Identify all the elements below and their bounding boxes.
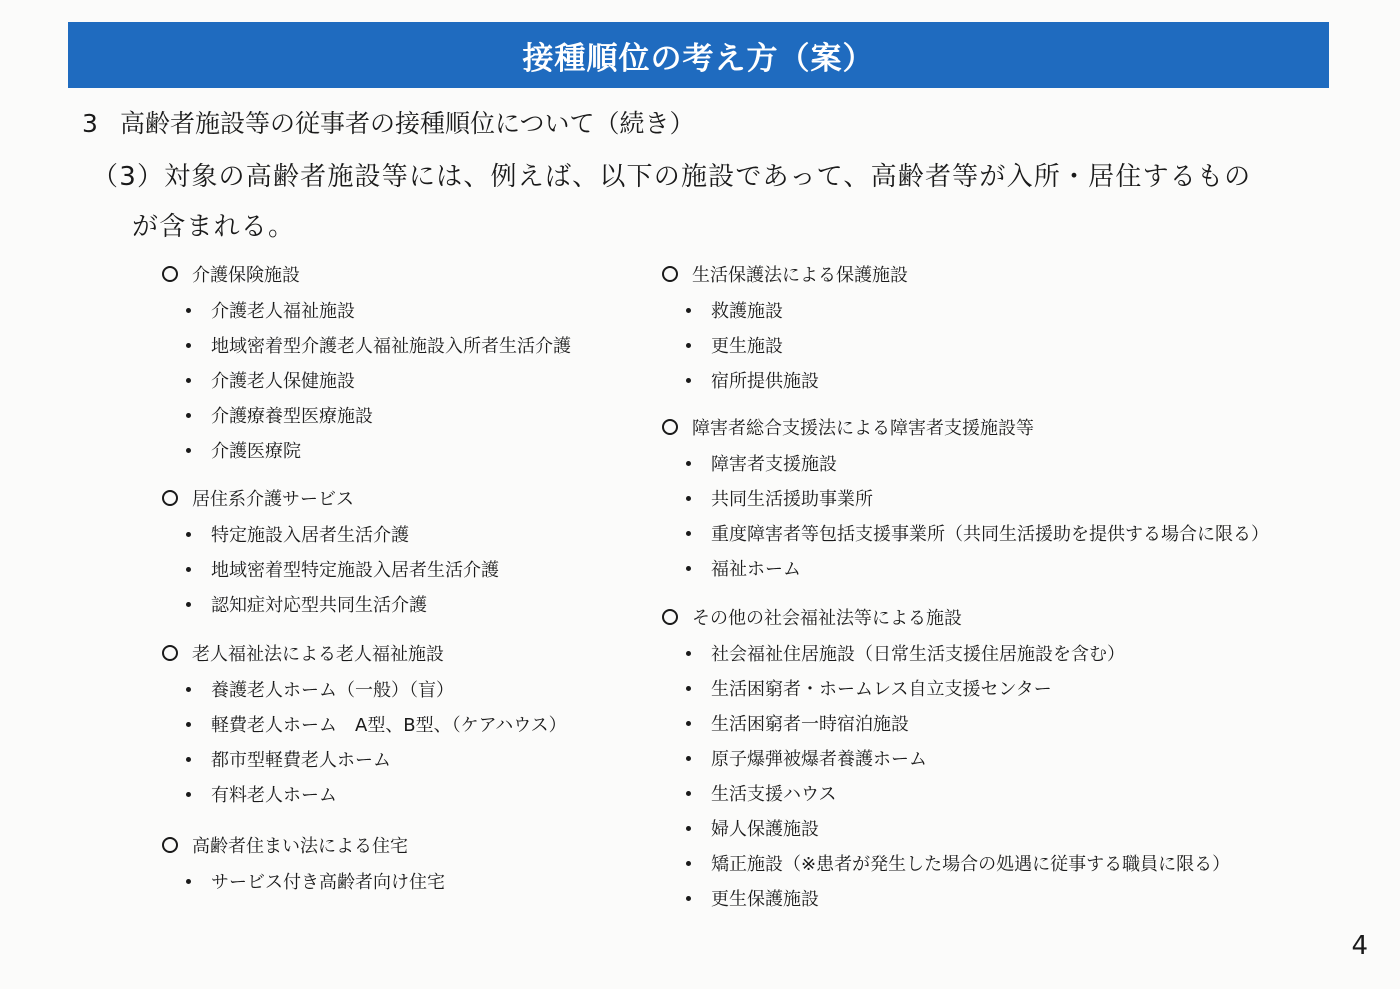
bullet-dot-icon	[186, 343, 191, 348]
list-item: 軽費老人ホーム A型、B型、（ケアハウス）	[162, 708, 642, 743]
bullet-dot-icon	[186, 448, 191, 453]
bullet-dot-icon	[686, 896, 691, 901]
group-title: その他の社会福祉法等による施設	[692, 608, 962, 629]
list-item: 地域密着型特定施設入居者生活介護	[162, 553, 642, 588]
title-bar	[68, 22, 1329, 88]
list-item: 救護施設	[662, 294, 1362, 329]
facility-group	[662, 605, 1362, 917]
bullet-dot-icon	[686, 496, 691, 501]
bullet-dot-icon	[686, 721, 691, 726]
section-number: 3	[82, 109, 98, 138]
group-title: 障害者総合支援法による障害者支援施設等	[692, 418, 1034, 439]
list-item: 原子爆弾被爆者養護ホーム	[662, 742, 1362, 777]
section-heading	[82, 104, 695, 140]
circle-bullet-icon	[662, 266, 678, 282]
right-column	[662, 262, 1362, 917]
bullet-dot-icon	[186, 792, 191, 797]
group-title: 居住系介護サービス	[192, 489, 354, 510]
list-item: 地域密着型介護老人福祉施設入所者生活介護	[162, 329, 642, 364]
facility-group	[162, 833, 642, 900]
list-item: 介護老人福祉施設	[162, 294, 642, 329]
list-item: 婦人保護施設	[662, 812, 1362, 847]
circle-bullet-icon	[162, 645, 178, 661]
circle-bullet-icon	[162, 490, 178, 506]
list-item: 更生施設	[662, 329, 1362, 364]
bullet-dot-icon	[686, 461, 691, 466]
list-item: 共同生活援助事業所	[662, 482, 1362, 517]
bullet-dot-icon	[686, 826, 691, 831]
bullet-dot-icon	[686, 651, 691, 656]
bullet-dot-icon	[686, 566, 691, 571]
bullet-dot-icon	[686, 308, 691, 313]
page-title: 接種順位の考え方（案）	[522, 40, 875, 77]
group-title: 老人福祉法による老人福祉施設	[192, 644, 444, 665]
list-item: 宿所提供施設	[662, 364, 1362, 399]
list-item: 更生保護施設	[662, 882, 1362, 917]
facility-group	[162, 486, 642, 623]
list-item: 介護老人保健施設	[162, 364, 642, 399]
list-item: 福祉ホーム	[662, 552, 1362, 587]
bullet-dot-icon	[686, 686, 691, 691]
intro-paragraph	[92, 152, 1312, 252]
intro-line-1: （3）対象の高齢者施設等には、例えば、以下の施設であって、高齢者等が入所・居住するもの	[92, 162, 1252, 192]
bullet-dot-icon	[186, 532, 191, 537]
list-item: 社会福祉住居施設（日常生活支援住居施設を含む）	[662, 637, 1362, 672]
bullet-dot-icon	[686, 378, 691, 383]
list-item: 矯正施設（※患者が発生した場合の処遇に従事する職員に限る）	[662, 847, 1362, 882]
facility-group	[662, 415, 1362, 587]
bullet-dot-icon	[186, 413, 191, 418]
bullet-dot-icon	[686, 531, 691, 536]
bullet-dot-icon	[686, 791, 691, 796]
list-item: 都市型軽費老人ホーム	[162, 743, 642, 778]
group-title: 介護保険施設	[192, 265, 300, 286]
list-item: 生活支援ハウス	[662, 777, 1362, 812]
list-item: 養護老人ホーム（一般）（盲）	[162, 673, 642, 708]
bullet-dot-icon	[186, 722, 191, 727]
bullet-dot-icon	[186, 602, 191, 607]
left-column	[162, 262, 642, 900]
list-item: 認知症対応型共同生活介護	[162, 588, 642, 623]
circle-bullet-icon	[162, 266, 178, 282]
bullet-dot-icon	[686, 343, 691, 348]
bullet-dot-icon	[186, 687, 191, 692]
intro-line-2: が含まれる。	[132, 212, 296, 242]
circle-bullet-icon	[162, 837, 178, 853]
facility-group	[162, 641, 642, 813]
bullet-dot-icon	[186, 308, 191, 313]
list-item: 介護療養型医療施設	[162, 399, 642, 434]
list-item: 介護医療院	[162, 434, 642, 469]
group-title: 生活保護法による保護施設	[692, 265, 908, 286]
circle-bullet-icon	[662, 609, 678, 625]
section-heading-text: 高齢者施設等の従事者の接種順位について（続き）	[120, 109, 695, 138]
bullet-dot-icon	[686, 756, 691, 761]
list-item: サービス付き高齢者向け住宅	[162, 865, 642, 900]
bullet-dot-icon	[186, 378, 191, 383]
page-number: 4	[1351, 931, 1368, 961]
list-item: 重度障害者等包括支援事業所（共同生活援助を提供する場合に限る）	[662, 517, 1362, 552]
facility-group	[662, 262, 1362, 399]
circle-bullet-icon	[662, 419, 678, 435]
bullet-dot-icon	[186, 567, 191, 572]
facility-group	[162, 262, 642, 469]
bullet-dot-icon	[686, 861, 691, 866]
bullet-dot-icon	[186, 879, 191, 884]
list-item: 有料老人ホーム	[162, 778, 642, 813]
list-item: 特定施設入居者生活介護	[162, 518, 642, 553]
bullet-dot-icon	[186, 757, 191, 762]
list-item: 生活困窮者一時宿泊施設	[662, 707, 1362, 742]
list-item: 生活困窮者・ホームレス自立支援センター	[662, 672, 1362, 707]
list-item: 障害者支援施設	[662, 447, 1362, 482]
group-title: 高齢者住まい法による住宅	[192, 836, 408, 857]
